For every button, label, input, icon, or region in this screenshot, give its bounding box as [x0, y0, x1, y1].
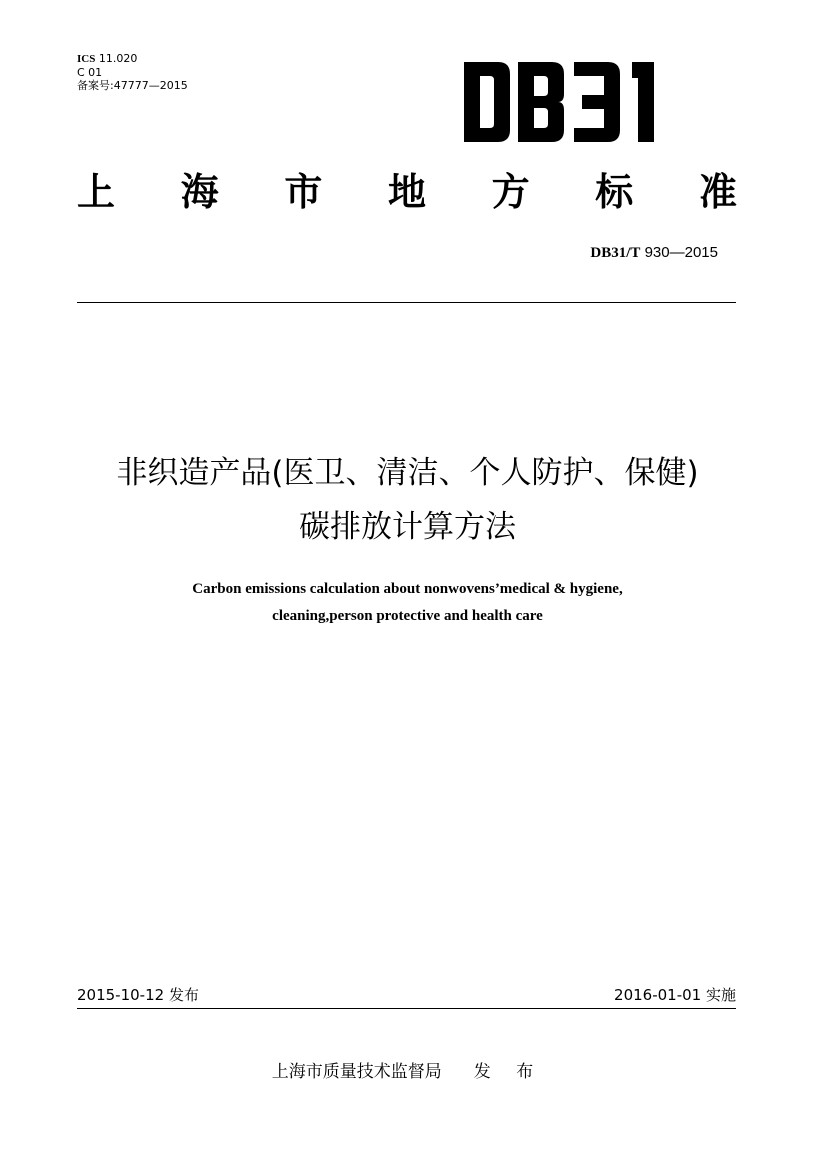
standard-code-prefix: DB31/T [590, 245, 641, 261]
record-number: 备案号:47777—2015 [77, 79, 188, 92]
title-cn-line-1: 非织造产品(医卫、清洁、个人防护、保健) [116, 455, 699, 491]
standard-code-number: 930—2015 [644, 244, 718, 261]
ics-label: ICS [77, 53, 96, 65]
publish-verb: 发 布 [473, 1062, 544, 1082]
standard-type-char: 准 [698, 170, 737, 214]
ics-value: 11.020 [98, 52, 138, 65]
standard-type-char: 地 [387, 170, 426, 214]
ccs-code: C 01 [77, 66, 103, 79]
issue-date: 2015-10-12 发布 [77, 986, 199, 1004]
title-en-line-1: Carbon emissions calculation about nonwovens’medical & hygiene, [192, 581, 623, 597]
db31-logo [464, 62, 686, 142]
header-divider [77, 302, 736, 303]
implementation-date: 2016-01-01 实施 [614, 986, 736, 1004]
title-cn-line-2: 碳排放计算方法 [299, 509, 516, 545]
standard-type-heading [77, 166, 737, 218]
standard-code [590, 244, 718, 262]
standard-type-char: 上 [77, 170, 116, 214]
standard-type-char: 市 [284, 170, 323, 214]
publisher-line [0, 1057, 815, 1082]
title-en-line-2: cleaning,person protective and health care [272, 608, 543, 624]
standard-type-char: 海 [180, 170, 219, 214]
footer-divider [77, 1008, 736, 1009]
classification-block [77, 52, 188, 92]
standard-type-char: 标 [595, 170, 634, 214]
ics-line [77, 52, 188, 66]
standard-type-char: 方 [491, 170, 530, 214]
publisher-org: 上海市质量技术监督局 [271, 1062, 442, 1082]
